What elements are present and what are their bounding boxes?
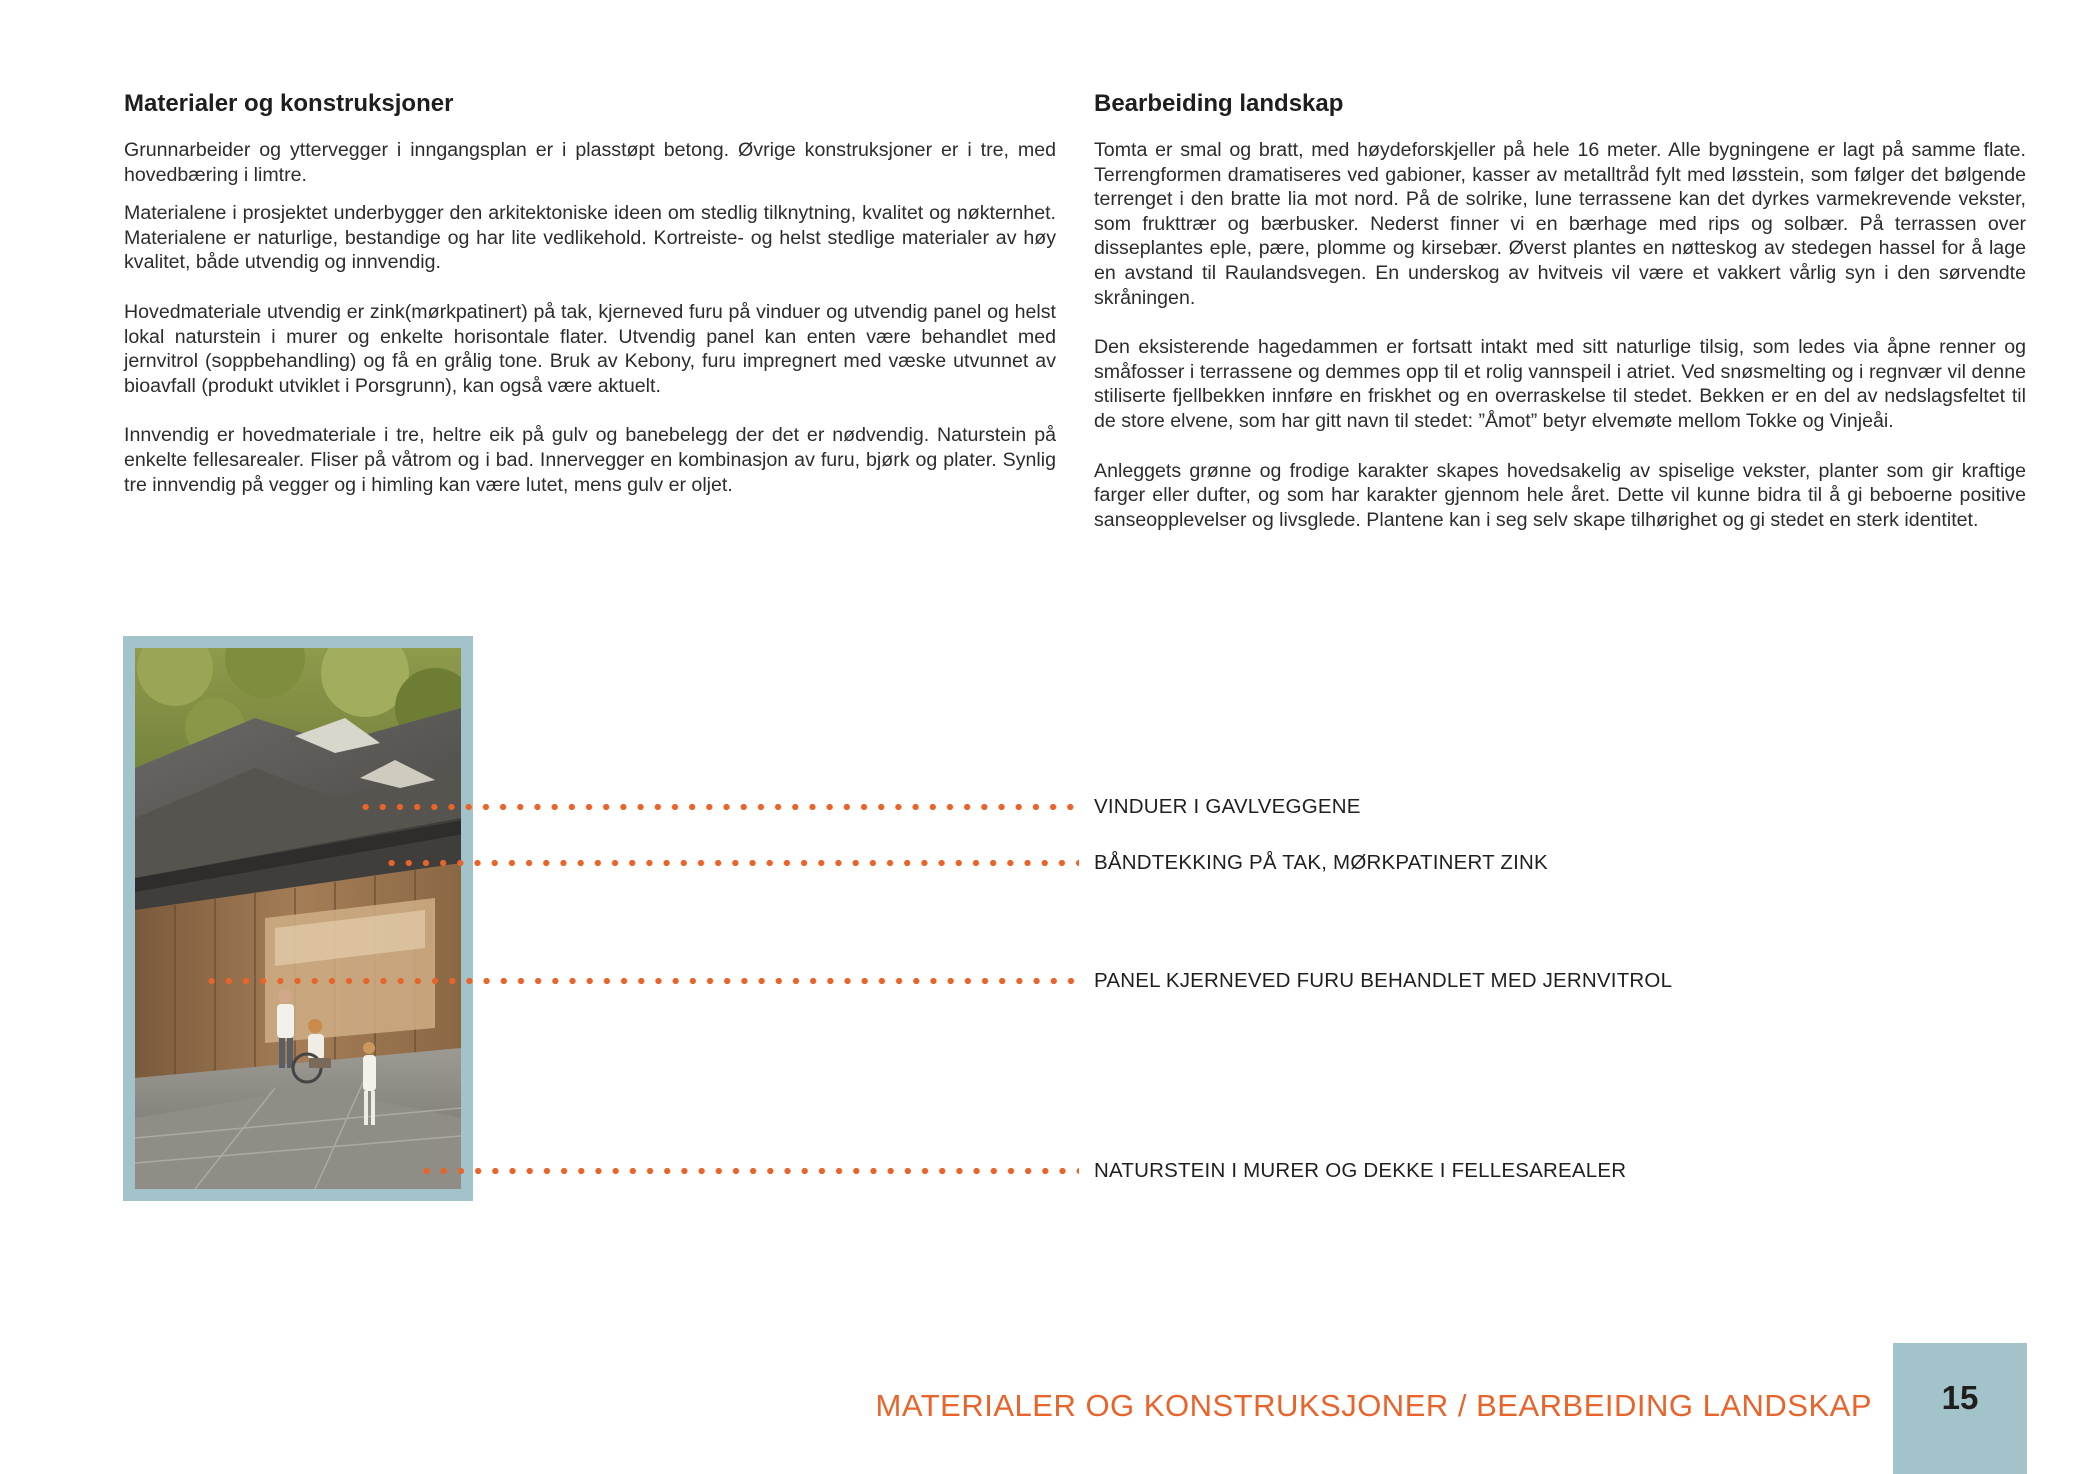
landscape-paragraph-2: Den eksisterende hagedammen er fortsatt intakt med sitt naturlige tilsig, som ledes via åpne renner og småfosser i terrassene og demmes opp til et rolig vannspeil i atriet. Ved snøsmelting og i regnvær vil denne stiliserte fjellbekken innføre en friskhet og en overraskelse til stedet. Bekken er en del av nedslagsfeltet til de store elvene, som har gitt navn til stedet: ”Åmot” betyr elvemøte mellom Tokke og Vinjeåi. [1094,336,2026,432]
callout-label: PANEL KJERNEVED FURU BEHANDLET MED JERNVITROL [1094,969,1673,992]
materials-heading: Materialer og konstruksjoner [124,90,454,117]
callout-label: NATURSTEIN I MURER OG DEKKE I FELLESAREALER [1094,1159,1627,1182]
landscape-section [1094,90,2026,532]
landscape-heading: Bearbeiding landskap [1094,90,1344,117]
landscape-paragraph-1: Tomta er smal og bratt, med høydeforskjeller på hele 16 meter. Alle bygningene er lagt på samme flate. Terrengformen dramatiseres ved gabioner, kasser av metalltråd fylt med løsstein, som følger det bølgende terrenget i den bratte lia mot nord. På de solrike, lune terrassene kan det dyrkes varmekrevende vekster, som frukttrær og bærbusker. Nederst finner vi en bærhage med rips og solbær. På terrassen over disseplantes eple, pære, plomme og kirsebær. Øverst plantes en nøtteskog av stedegen hassel for å lage en avstand til Raulandsvegen. En underskog av hvitveis vil være et vakkert vårlig syn i den sørvendte skråningen. [1094,139,2026,309]
landscape-paragraph-3: Anleggets grønne og frodige karakter skapes hovedsakelig av spiselige vekster, planter som gir kraftige farger eller dufter, og som har karakter gjennom hele året. Dette vil kunne bidra til å gi beboerne positive sanseopplevelser og livsglede. Plantene kan i seg selv skape tilhørighet og gi stedet en sterk identitet. [1094,459,2026,531]
materials-section [124,90,1056,497]
callout-dotted-line [203,978,1079,984]
building-rendering-image [135,648,461,1189]
materials-paragraph-1: Grunnarbeider og yttervegger i inngangsplan er i plasstøpt betong. Øvrige konstruksjoner er i tre, med hovedbæring i limtre. [124,139,1056,186]
materials-paragraph-3: Hovedmateriale utvendig er zink(mørkpatinert) på tak, kjerneved furu på vinduer og utvendig panel og helst lokal naturstein i murer og enkelte horisontale flater. Utvendig panel kan enten være behandlet med jernvitrol (soppbehandling) og få en grålig tone. Bruk av Kebony, furu impregnert med væske utvunnet av bioavfall (produkt utviklet i Porsgrunn), kan også være aktuelt. [124,300,1056,397]
footer-section-title: MATERIALER OG KONSTRUKSJONER / BEARBEIDING LANDSKAP [875,1388,1872,1423]
callout-label: BÅNDTEKKING PÅ TAK, MØRKPATINERT ZINK [1094,851,1548,874]
photo-frame [123,636,473,1201]
callout-label: VINDUER I GAVLVEGGENE [1094,795,1361,818]
page-number: 15 [1941,1379,1979,1416]
page-number-box [1893,1343,2027,1474]
callout-dotted-line [357,804,1079,810]
callout-dotted-line [418,1168,1079,1174]
materials-paragraph-4: Innvendig er hovedmateriale i tre, heltre eik på gulv og banebelegg der det er nødvendig. Naturstein på enkelte fellesarealer. Fliser på våtrom og i bad. Innervegger en kombinasjon av furu, bjørk og plater. Synlig tre innvendig på vegger og i himling kan være lutet, mens gulv er oljet. [124,424,1056,496]
materials-paragraph-2: Materialene i prosjektet underbygger den arkitektoniske ideen om stedlig tilknytning, kvalitet og nøkternhet. Materialene er naturlige, bestandige og har lite vedlikehold. Kortreiste- og helst stedlige materialer av høy kvalitet, både utvendig og innvendig. [124,202,1056,274]
callout-dotted-line [383,860,1079,866]
